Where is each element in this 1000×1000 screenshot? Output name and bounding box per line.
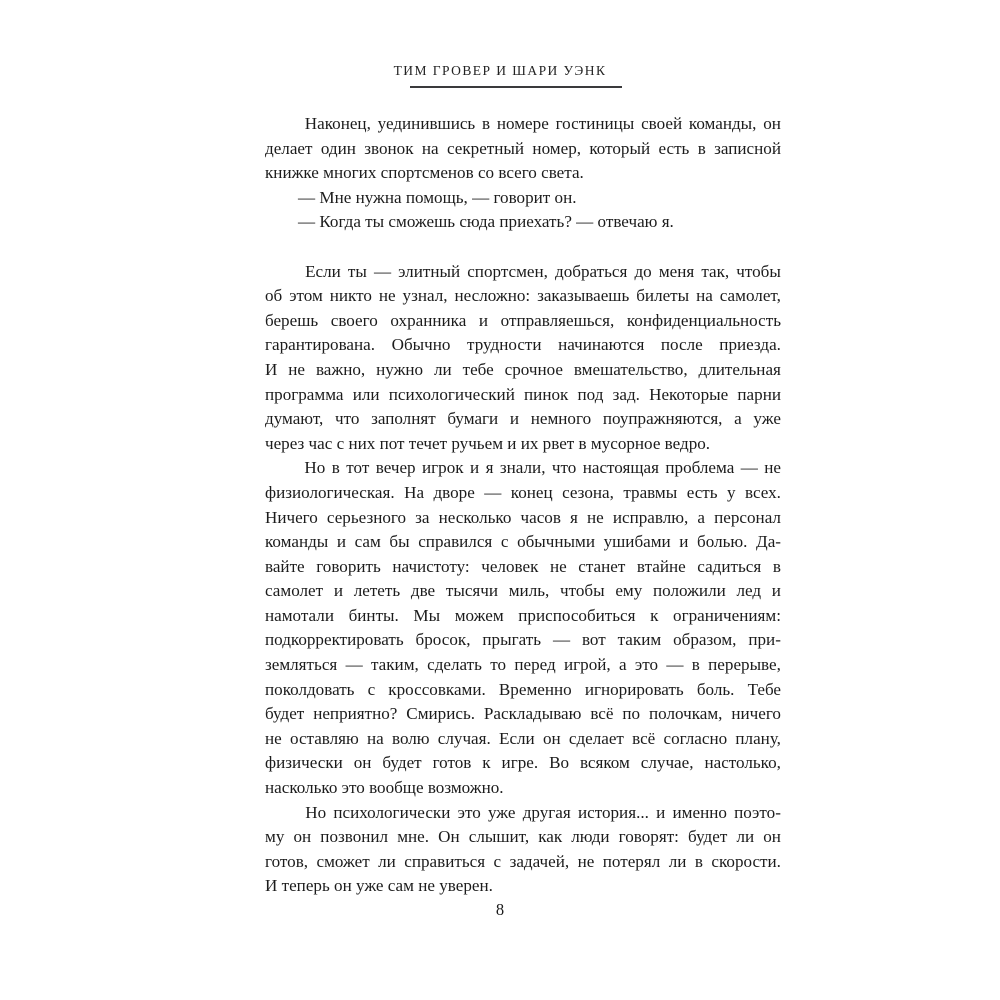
text-line bbox=[265, 850, 781, 875]
word: тысячи bbox=[445, 581, 499, 601]
text-line bbox=[265, 506, 781, 531]
word: на bbox=[421, 138, 439, 158]
word: часов bbox=[520, 507, 561, 527]
word: говорят: bbox=[618, 827, 679, 847]
word: Наконец, bbox=[304, 114, 371, 133]
word: меня bbox=[658, 261, 695, 281]
word: Временно bbox=[498, 679, 572, 699]
first-line-indent bbox=[265, 456, 298, 481]
word: трудности bbox=[467, 335, 542, 355]
word: психологически bbox=[333, 802, 451, 822]
line-text: через час с них пот течет ручьем и их рвет в мусорное ведро. bbox=[265, 433, 711, 453]
word: пинок bbox=[524, 384, 569, 404]
word: две bbox=[410, 581, 436, 601]
word: в bbox=[772, 556, 781, 576]
word: человек bbox=[481, 556, 539, 576]
word: персонал bbox=[714, 507, 781, 527]
word: случая. bbox=[437, 728, 491, 748]
text-line bbox=[265, 383, 781, 408]
paragraph bbox=[265, 112, 781, 186]
word: уже bbox=[487, 802, 516, 822]
word: сделать bbox=[427, 655, 482, 675]
word: звонок bbox=[364, 138, 414, 158]
word: сам bbox=[354, 532, 381, 552]
word: перерыве, bbox=[708, 655, 781, 675]
word: вечер bbox=[375, 458, 416, 478]
word: с bbox=[493, 851, 502, 871]
text-line bbox=[265, 407, 781, 432]
word: не bbox=[288, 359, 306, 379]
word: не bbox=[265, 728, 282, 748]
word: тебе bbox=[462, 359, 494, 379]
word: Тебе bbox=[747, 679, 781, 699]
word: программа bbox=[265, 384, 344, 404]
word: гарантирована. bbox=[265, 335, 376, 355]
word: случае, bbox=[640, 753, 694, 773]
word: самолет, bbox=[719, 286, 781, 306]
first-line-indent bbox=[265, 186, 298, 211]
word: ли bbox=[434, 359, 452, 379]
word: обычными bbox=[517, 532, 595, 552]
word: начинаются bbox=[558, 335, 645, 355]
word: говорить bbox=[316, 556, 381, 576]
word: проблема bbox=[665, 458, 735, 478]
word: лед bbox=[736, 581, 762, 601]
word: так, bbox=[701, 261, 730, 281]
paragraph bbox=[265, 260, 781, 457]
word: не bbox=[577, 851, 595, 871]
word: добраться bbox=[555, 261, 628, 281]
word: будет bbox=[382, 753, 422, 773]
word: никто bbox=[329, 286, 372, 306]
text-line bbox=[265, 260, 781, 285]
word: уже bbox=[753, 409, 781, 429]
word: к bbox=[482, 753, 491, 773]
word: кроссовками. bbox=[388, 679, 486, 699]
word: бы bbox=[389, 532, 410, 552]
word: Но bbox=[305, 802, 327, 822]
word: элитный bbox=[398, 261, 461, 281]
word: прыгать bbox=[482, 630, 542, 650]
word: неприятно? bbox=[313, 704, 398, 724]
word: положили bbox=[653, 581, 726, 601]
word: вайте bbox=[265, 556, 305, 576]
text-line bbox=[265, 801, 781, 826]
line-text: насколько это вообще возможно. bbox=[265, 778, 504, 798]
word: вот bbox=[581, 630, 606, 650]
word: немного bbox=[530, 409, 592, 429]
word: берешь bbox=[265, 310, 319, 330]
word: бумаги bbox=[447, 409, 499, 429]
word: команды, bbox=[688, 114, 757, 133]
word: в bbox=[697, 138, 706, 158]
word: я bbox=[485, 458, 494, 478]
word: другая bbox=[522, 802, 571, 822]
running-head-text: ТИМ ГРОВЕР И ШАРИ УЭНК bbox=[393, 63, 607, 78]
word: — bbox=[484, 482, 502, 502]
word: то bbox=[490, 655, 507, 675]
word: игрок bbox=[422, 458, 464, 478]
word: это bbox=[457, 802, 481, 822]
word: и bbox=[336, 532, 347, 552]
word: физиологическая. bbox=[265, 482, 395, 502]
first-line-indent bbox=[265, 112, 298, 137]
word: а bbox=[734, 409, 742, 429]
word: до bbox=[634, 261, 652, 281]
word: Во bbox=[549, 753, 570, 773]
word: именно bbox=[672, 802, 727, 822]
text-line bbox=[265, 727, 781, 752]
paragraph bbox=[265, 210, 781, 235]
word: об bbox=[265, 286, 283, 306]
text-line bbox=[265, 579, 781, 604]
word: полочкам, bbox=[649, 704, 723, 724]
word: несложно: bbox=[454, 286, 531, 306]
word: номер, bbox=[532, 138, 582, 158]
word: всё bbox=[632, 728, 656, 748]
word: билеты bbox=[636, 286, 690, 306]
word: в bbox=[691, 655, 700, 675]
word: после bbox=[660, 335, 703, 355]
word: история... bbox=[577, 802, 649, 822]
word: игре. bbox=[501, 753, 539, 773]
word: настолько, bbox=[704, 753, 781, 773]
word: или bbox=[352, 384, 380, 404]
running-head-rule bbox=[410, 86, 622, 88]
word: люди bbox=[571, 827, 610, 847]
word: слышит, bbox=[468, 827, 530, 847]
word: всяком bbox=[579, 753, 630, 773]
word: справился bbox=[418, 532, 493, 552]
word: игрой, bbox=[564, 655, 611, 675]
word: записной bbox=[714, 138, 781, 158]
word: поэто- bbox=[734, 802, 781, 822]
word: можем bbox=[454, 605, 504, 625]
word: станет bbox=[578, 556, 626, 576]
text-line bbox=[265, 628, 781, 653]
word: конец bbox=[510, 482, 553, 502]
word: ли bbox=[378, 851, 396, 871]
word: исправлю, bbox=[612, 507, 689, 527]
word: не bbox=[587, 507, 604, 527]
word: намотали bbox=[265, 605, 334, 625]
word: заполнят bbox=[371, 409, 436, 429]
word: и bbox=[771, 581, 781, 601]
text-line bbox=[265, 186, 781, 211]
word: ничего bbox=[731, 704, 781, 724]
word: физически bbox=[265, 753, 343, 773]
word: сделает bbox=[568, 728, 624, 748]
word: чтобы bbox=[736, 261, 781, 281]
text-line bbox=[265, 358, 781, 383]
word: — bbox=[740, 458, 758, 478]
body-text-block bbox=[265, 112, 781, 899]
word: в bbox=[482, 114, 491, 133]
word: Обычно bbox=[391, 335, 451, 355]
word: на bbox=[367, 728, 384, 748]
word: таким, bbox=[370, 655, 419, 675]
word: узнал, bbox=[402, 286, 448, 306]
word: — bbox=[666, 655, 684, 675]
word: под bbox=[577, 384, 604, 404]
word: му bbox=[265, 827, 285, 847]
word: подкорректировать bbox=[265, 630, 404, 650]
word: он bbox=[763, 114, 781, 133]
text-line bbox=[265, 751, 781, 776]
page-number: 8 bbox=[495, 900, 505, 919]
word: я bbox=[570, 507, 578, 527]
word: Ничего bbox=[265, 507, 318, 527]
line-text: — Когда ты сможешь сюда приехать? — отвечаю я. bbox=[298, 212, 674, 232]
word: психологический bbox=[388, 384, 515, 404]
paragraph bbox=[265, 801, 781, 899]
word: знали, bbox=[499, 458, 546, 478]
word: всё bbox=[590, 704, 614, 724]
word: справиться bbox=[404, 851, 486, 871]
word: образом, bbox=[673, 630, 737, 650]
text-line bbox=[265, 555, 781, 580]
word: к bbox=[650, 605, 659, 625]
word: есть bbox=[686, 482, 718, 502]
word: ушибами bbox=[603, 532, 671, 552]
word: и bbox=[509, 409, 520, 429]
word: настоящая bbox=[582, 458, 659, 478]
word: поупражняются, bbox=[602, 409, 723, 429]
word: сможет bbox=[316, 851, 370, 871]
word: на bbox=[696, 286, 713, 306]
word: готов, bbox=[265, 851, 309, 871]
word: миль, bbox=[508, 581, 550, 601]
word: ему bbox=[615, 581, 643, 601]
word: согласно bbox=[663, 728, 728, 748]
text-line bbox=[265, 333, 781, 358]
word: всех. bbox=[744, 482, 781, 502]
word: охранника bbox=[390, 310, 467, 330]
word: и bbox=[478, 310, 489, 330]
word: ли bbox=[668, 851, 687, 871]
word: серьезного bbox=[326, 507, 407, 527]
word: команды bbox=[265, 532, 329, 552]
text-line bbox=[265, 284, 781, 309]
word: при- bbox=[748, 630, 781, 650]
first-line-indent bbox=[265, 210, 298, 235]
word: не bbox=[764, 458, 781, 478]
word: таким bbox=[617, 630, 662, 650]
word: садиться bbox=[697, 556, 762, 576]
word: по bbox=[622, 704, 641, 724]
word: плану, bbox=[735, 728, 781, 748]
word: скорости. bbox=[711, 851, 781, 871]
word: своей bbox=[641, 114, 683, 133]
word: На bbox=[404, 482, 425, 502]
word: втайне bbox=[636, 556, 686, 576]
word: ты bbox=[347, 261, 367, 281]
word: несколько bbox=[438, 507, 512, 527]
word: будет bbox=[265, 704, 305, 724]
paragraph bbox=[265, 456, 781, 800]
word: бинты. bbox=[348, 605, 399, 625]
word: длительная bbox=[698, 359, 781, 379]
word: позвонил bbox=[320, 827, 389, 847]
word: и bbox=[656, 802, 666, 822]
text-line bbox=[265, 653, 781, 678]
first-line-indent bbox=[265, 260, 298, 285]
text-line bbox=[265, 161, 781, 186]
word: Раскладываю bbox=[483, 704, 582, 724]
text-line bbox=[265, 825, 781, 850]
word: конфиденциальность bbox=[626, 310, 781, 330]
word: а bbox=[697, 507, 706, 527]
word: Но bbox=[304, 458, 326, 478]
running-head bbox=[0, 62, 1000, 83]
word: который bbox=[589, 138, 651, 158]
text-line bbox=[265, 874, 781, 899]
word: отправляешься, bbox=[500, 310, 615, 330]
word: это bbox=[634, 655, 659, 675]
word: Некоторые bbox=[649, 384, 729, 404]
word: игнорировать bbox=[584, 679, 684, 699]
word: волю bbox=[392, 728, 430, 748]
word: задачей, bbox=[509, 851, 570, 871]
word: есть bbox=[658, 138, 690, 158]
word: спортсмен, bbox=[467, 261, 548, 281]
text-line bbox=[265, 432, 781, 457]
word: уединившись bbox=[377, 114, 476, 133]
word: и bbox=[679, 532, 689, 552]
word: думают, bbox=[265, 409, 324, 429]
word: срочное bbox=[504, 359, 563, 379]
line-text: книжке многих спортсменов со всего света. bbox=[265, 163, 584, 183]
word: будет bbox=[688, 827, 728, 847]
text-line bbox=[265, 456, 781, 481]
word: тот bbox=[346, 458, 370, 478]
word: в bbox=[694, 851, 703, 871]
word: не bbox=[549, 556, 567, 576]
word: самолет bbox=[265, 581, 324, 601]
text-line bbox=[265, 702, 781, 727]
word: вмешательство, bbox=[573, 359, 688, 379]
word: травмы bbox=[623, 482, 678, 502]
word: сезона, bbox=[562, 482, 614, 502]
word: с bbox=[500, 532, 509, 552]
word: с bbox=[367, 679, 376, 699]
word: потерял bbox=[602, 851, 661, 871]
word: начистоту: bbox=[392, 556, 470, 576]
word: — bbox=[373, 261, 392, 281]
word: парни bbox=[737, 384, 781, 404]
word: Если bbox=[305, 261, 341, 281]
text-line bbox=[265, 678, 781, 703]
word: ли bbox=[736, 827, 755, 847]
word: боль. bbox=[696, 679, 735, 699]
word: у bbox=[727, 482, 736, 502]
word: приезда. bbox=[719, 335, 781, 355]
word: гостиницы bbox=[555, 114, 635, 133]
word: своего bbox=[330, 310, 378, 330]
word: секретный bbox=[446, 138, 525, 158]
word: он bbox=[542, 728, 561, 748]
word: он bbox=[293, 827, 312, 847]
word: земляться bbox=[265, 655, 338, 675]
word: лететь bbox=[353, 581, 401, 601]
word: и bbox=[333, 581, 343, 601]
word: нужно bbox=[376, 359, 424, 379]
word: он bbox=[763, 827, 781, 847]
word: перед bbox=[514, 655, 556, 675]
word: и bbox=[470, 458, 480, 478]
word: поколдовать bbox=[265, 679, 355, 699]
text-line bbox=[265, 112, 781, 137]
word: этом bbox=[289, 286, 323, 306]
word: зад. bbox=[612, 384, 640, 404]
word: Мы bbox=[413, 605, 441, 625]
text-line bbox=[265, 604, 781, 629]
word: ограничениям: bbox=[673, 605, 781, 625]
word: бросок, bbox=[415, 630, 471, 650]
word: дворе bbox=[433, 482, 475, 502]
text-line bbox=[265, 137, 781, 162]
word: Да- bbox=[756, 532, 781, 552]
word: делает bbox=[265, 138, 313, 158]
word: мне. bbox=[397, 827, 430, 847]
word: Если bbox=[499, 728, 535, 748]
word: — bbox=[552, 630, 571, 650]
word: оставляю bbox=[289, 728, 359, 748]
word: один bbox=[320, 138, 356, 158]
first-line-indent bbox=[265, 801, 298, 826]
text-line bbox=[265, 309, 781, 334]
word: за bbox=[415, 507, 430, 527]
word: что bbox=[335, 409, 360, 429]
word: заказываешь bbox=[537, 286, 630, 306]
word: в bbox=[331, 458, 340, 478]
word: важно, bbox=[315, 359, 366, 379]
text-line bbox=[265, 481, 781, 506]
word: — bbox=[345, 655, 363, 675]
text-line bbox=[265, 530, 781, 555]
word: приспособиться bbox=[518, 605, 636, 625]
word: Смирись. bbox=[406, 704, 476, 724]
word: И bbox=[265, 359, 278, 379]
word: что bbox=[551, 458, 577, 478]
word: Он bbox=[438, 827, 460, 847]
text-line bbox=[265, 210, 781, 235]
line-text: — Мне нужна помощь, — говорит он. bbox=[298, 187, 577, 207]
word: как bbox=[538, 827, 563, 847]
word: чтобы bbox=[560, 581, 605, 601]
word: болью. bbox=[697, 532, 748, 552]
paragraph bbox=[265, 186, 781, 211]
word: не bbox=[378, 286, 396, 306]
text-line bbox=[265, 776, 781, 801]
word: а bbox=[619, 655, 627, 675]
word: номере bbox=[496, 114, 549, 133]
line-text: И теперь он уже сам не уверен. bbox=[265, 876, 493, 896]
word: он bbox=[353, 753, 372, 773]
word: готов bbox=[432, 753, 472, 773]
